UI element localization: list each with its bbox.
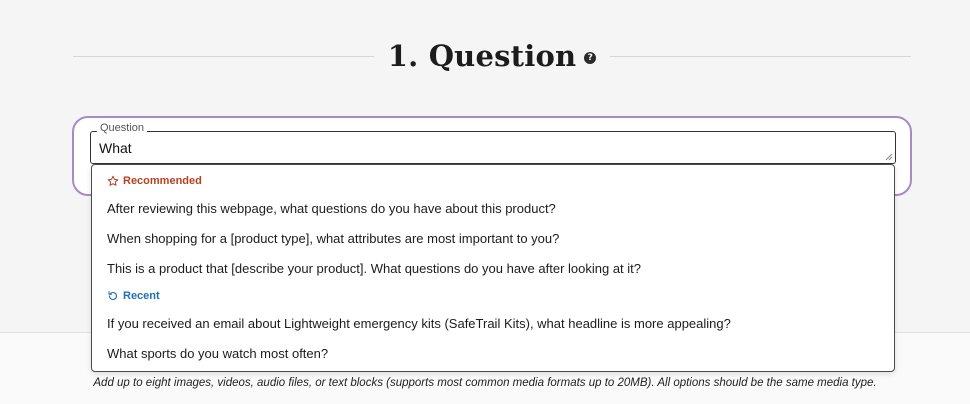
suggestions-dropdown bbox=[91, 164, 895, 372]
suggestion-item[interactable]: What sports do you watch most often? bbox=[107, 346, 329, 361]
header-divider-left bbox=[73, 56, 374, 57]
section-header bbox=[73, 32, 911, 80]
recent-header bbox=[107, 290, 160, 302]
resize-handle-icon[interactable] bbox=[885, 153, 893, 161]
suggestion-item[interactable]: When shopping for a [product type], what attributes are most important to you? bbox=[107, 231, 560, 246]
history-icon bbox=[107, 290, 119, 302]
recommended-header bbox=[107, 175, 202, 187]
question-input[interactable] bbox=[99, 138, 884, 158]
question-circle-icon[interactable]: ? bbox=[584, 52, 596, 64]
page-title: 1. Question bbox=[387, 39, 577, 73]
media-instructions: Add up to eight images, videos, audio files, or text blocks (supports most common media formats up to 20MB). All options should be the same media type. bbox=[93, 377, 877, 389]
recommended-label: Recommended bbox=[123, 175, 202, 187]
suggestion-item[interactable]: This is a product that [describe your product]. What questions do you have after looking at it? bbox=[107, 261, 642, 276]
suggestion-item[interactable]: After reviewing this webpage, what questions do you have about this product? bbox=[107, 201, 556, 216]
header-divider-right bbox=[610, 56, 911, 57]
star-outline-icon bbox=[107, 175, 119, 187]
recent-label: Recent bbox=[123, 290, 160, 302]
suggestion-item[interactable]: If you received an email about Lightweight emergency kits (SafeTrail Kits), what headline is more appealing? bbox=[107, 316, 731, 331]
title-wrap bbox=[374, 39, 611, 73]
question-field-label: Question bbox=[97, 122, 147, 134]
